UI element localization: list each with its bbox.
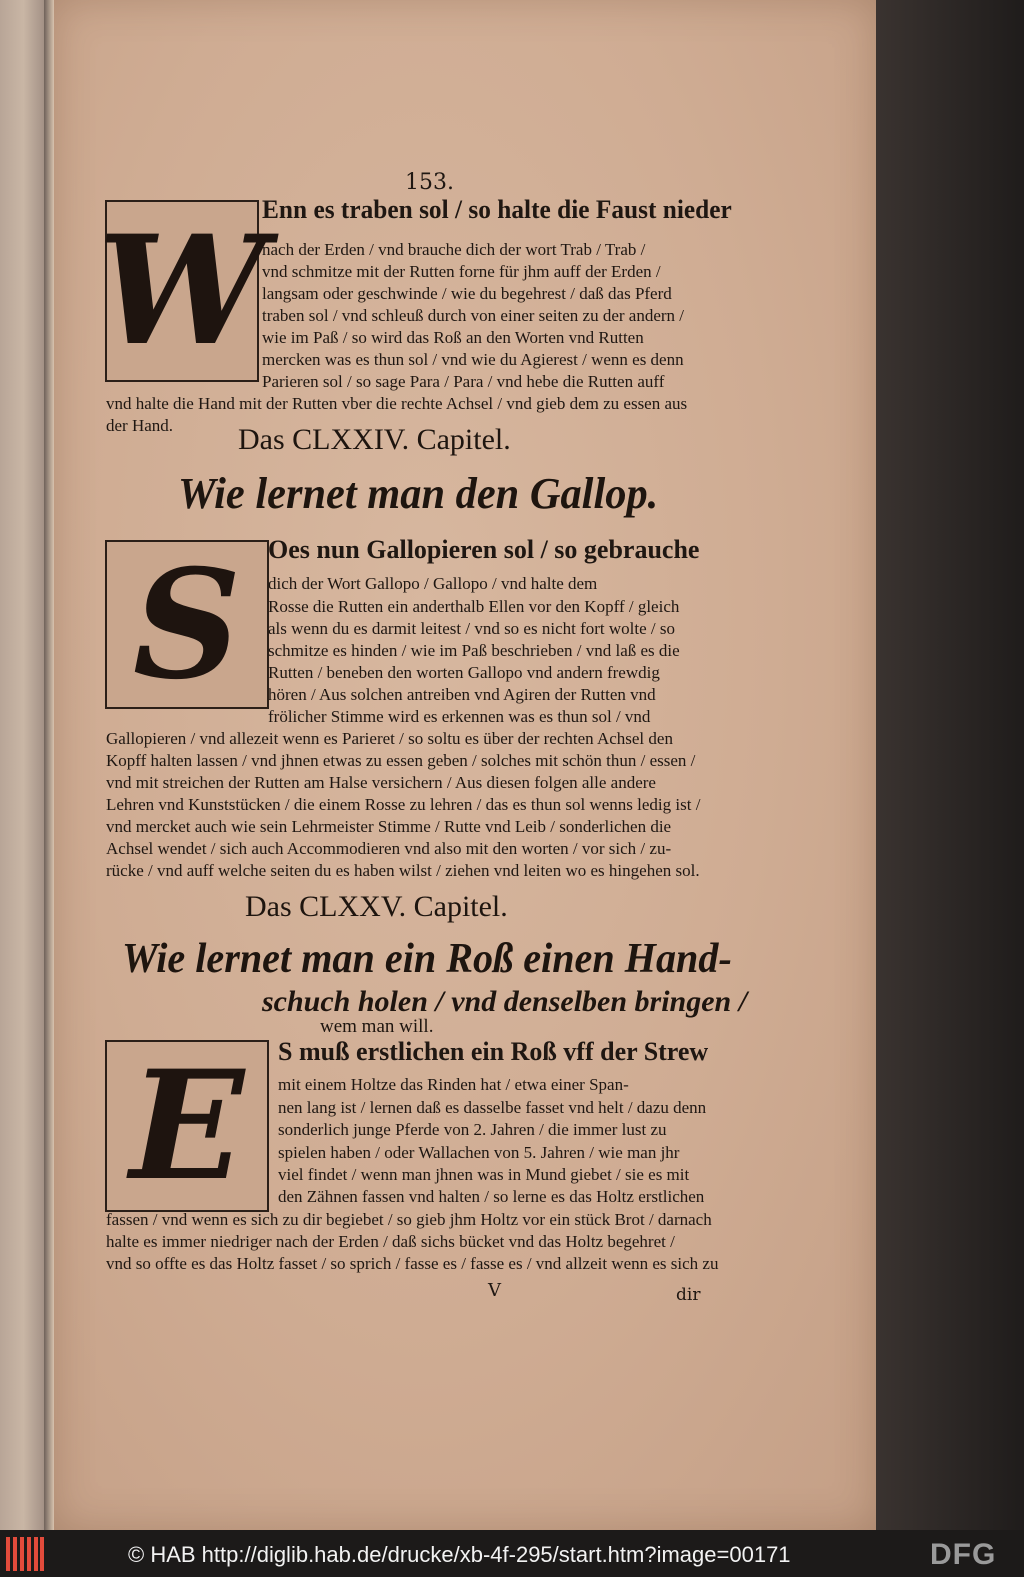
sec1-line: Parieren sol / so sage Para / Para / vnd hebe die Rutten auff [262, 372, 665, 391]
sec2-line: rücke / vnd auff welche seiten du es haben wilst / ziehen vnd leiten wo es hingehen sol. [106, 861, 700, 880]
signature-mark: V [488, 1280, 501, 1301]
sec1-line: nach der Erden / vnd brauche dich der wort Trab / Trab / [262, 240, 646, 259]
copyright-url: © HAB http://diglib.hab.de/drucke/xb-4f-295/start.htm?image=00171 [128, 1542, 791, 1567]
sec2-line: Rosse die Rutten ein anderthalb Ellen vor den Kopff / gleich [268, 597, 680, 616]
scan-background-right [876, 0, 1024, 1530]
sec2-line: Lehren vnd Kunststücken / die einem Rosse zu lehren / das es thun sol wenns ledig ist / [106, 795, 701, 814]
decorated-initial-w [97, 200, 267, 382]
sec2-line: Achsel wendet / sich auch Accommodieren vnd also mit den worten / vor sich / zu- [106, 839, 672, 858]
initial-letter: W [97, 203, 267, 379]
sec2-line: vnd mit streichen der Rutten am Halse versichern / Aus diesen folgen alle andere [106, 773, 656, 792]
sec3-line: viel findet / wenn man jhnen was in Mund giebet / sie es mit [278, 1165, 690, 1184]
sec2-line: schmitze es hinden / wie im Paß beschrieben / vnd laß es die [268, 641, 680, 660]
chapter-174-caption: Das CLXXIV. Capitel. [238, 423, 511, 456]
sec3-line: fassen / vnd wenn es sich zu dir begiebet / so gieb jhm Holtz vor ein stück Brot / darnach [106, 1210, 712, 1229]
chapter-174-title: Wie lernet man den Gallop. [178, 469, 659, 518]
sec2-line: als wenn du es darmit leitest / vnd so es nicht fort wolte / so [268, 619, 675, 638]
sec2-line: vnd mercket auch wie sein Lehrmeister Stimme / Rutte vnd Leib / sonderlichen die [106, 817, 672, 836]
dfg-logo: DFG [930, 1538, 997, 1571]
decorated-initial-s [105, 536, 269, 713]
sec3-line: sonderlich junge Pferde von 2. Jahren / die immer lust zu [278, 1120, 667, 1139]
sec2-line: Kopff halten lassen / vnd jhnen etwas zu essen geben / solches mit schön thun / essen / [106, 751, 696, 770]
sec1-line: der Hand. [106, 416, 174, 435]
chapter-175-caption: Das CLXXV. Capitel. [245, 890, 508, 923]
sec2-line: Gallopieren / vnd allezeit wenn es Parieret / so soltu es über der rechten Achsel den [106, 729, 673, 748]
sec1-line: wie im Paß / so wird das Roß an den Worten vnd Rutten [262, 328, 644, 347]
page-number: 153. [405, 170, 454, 195]
sec3-line: halte es immer niedriger nach der Erden / daß sichs bücket vnd das Holtz begehret / [106, 1232, 675, 1251]
sec2-line: Oes nun Gallopieren sol / so gebrauche [268, 535, 700, 564]
hab-logo-icon [6, 1537, 44, 1571]
sec1-line: vnd halte die Hand mit der Rutten vber die rechte Achsel / vnd gieb dem zu essen aus [106, 394, 688, 413]
sec3-line: S muß erstlichen ein Roß vff der Strew [278, 1037, 709, 1066]
sec2-line: hören / Aus solchen antreiben vnd Agiren der Rutten vnd [268, 685, 656, 704]
page-gutter [44, 0, 54, 1530]
chapter-175-title-line2: schuch holen / vnd denselben bringen / [262, 985, 748, 1018]
sec1-line: Enn es traben sol / so halte die Faust nieder [262, 195, 732, 224]
sec3-line: mit einem Holtze das Rinden hat / etwa einer Span- [278, 1075, 629, 1094]
sec3-line: spielen haben / oder Wallachen von 5. Jahren / wie man jhr [278, 1143, 680, 1162]
sec1-line: langsam oder geschwinde / wie du begehrest / daß das Pferd [262, 284, 672, 303]
sec3-line: nen lang ist / lernen daß es dasselbe fasset vnd helt / dazu denn [278, 1098, 707, 1117]
chapter-175-title: Wie lernet man ein Roß einen Hand- [122, 936, 732, 982]
chapter-175-title-line3: wem man will. [320, 1016, 434, 1037]
decorated-initial-e [105, 1040, 269, 1212]
sec2-line: Rutten / beneben den worten Gallopo vnd andern frewdig [268, 663, 660, 682]
sec2-line: dich der Wort Gallopo / Gallopo / vnd halte dem [268, 574, 598, 593]
sec1-line: mercken was es thun sol / vnd wie du Agierest / wenn es denn [262, 350, 684, 369]
sec1-line: vnd schmitze mit der Rutten forne für jhm auff der Erden / [262, 262, 661, 281]
sec2-line: frölicher Stimme wird es erkennen was es thun sol / vnd [268, 707, 651, 726]
initial-letter: E [129, 1038, 245, 1214]
sec1-line: traben sol / vnd schleuß durch von einer seiten zu der andern / [262, 306, 685, 325]
initial-letter: S [132, 536, 242, 713]
sec3-line: den Zähnen fassen vnd halten / so lerne es das Holtz erstlichen [278, 1187, 705, 1206]
sec3-line: vnd so offte es das Holtz fasset / so sprich / fasse es / fasse es / vnd allzeit wenn es sich zu [106, 1254, 719, 1273]
catchword: dir [676, 1285, 701, 1305]
